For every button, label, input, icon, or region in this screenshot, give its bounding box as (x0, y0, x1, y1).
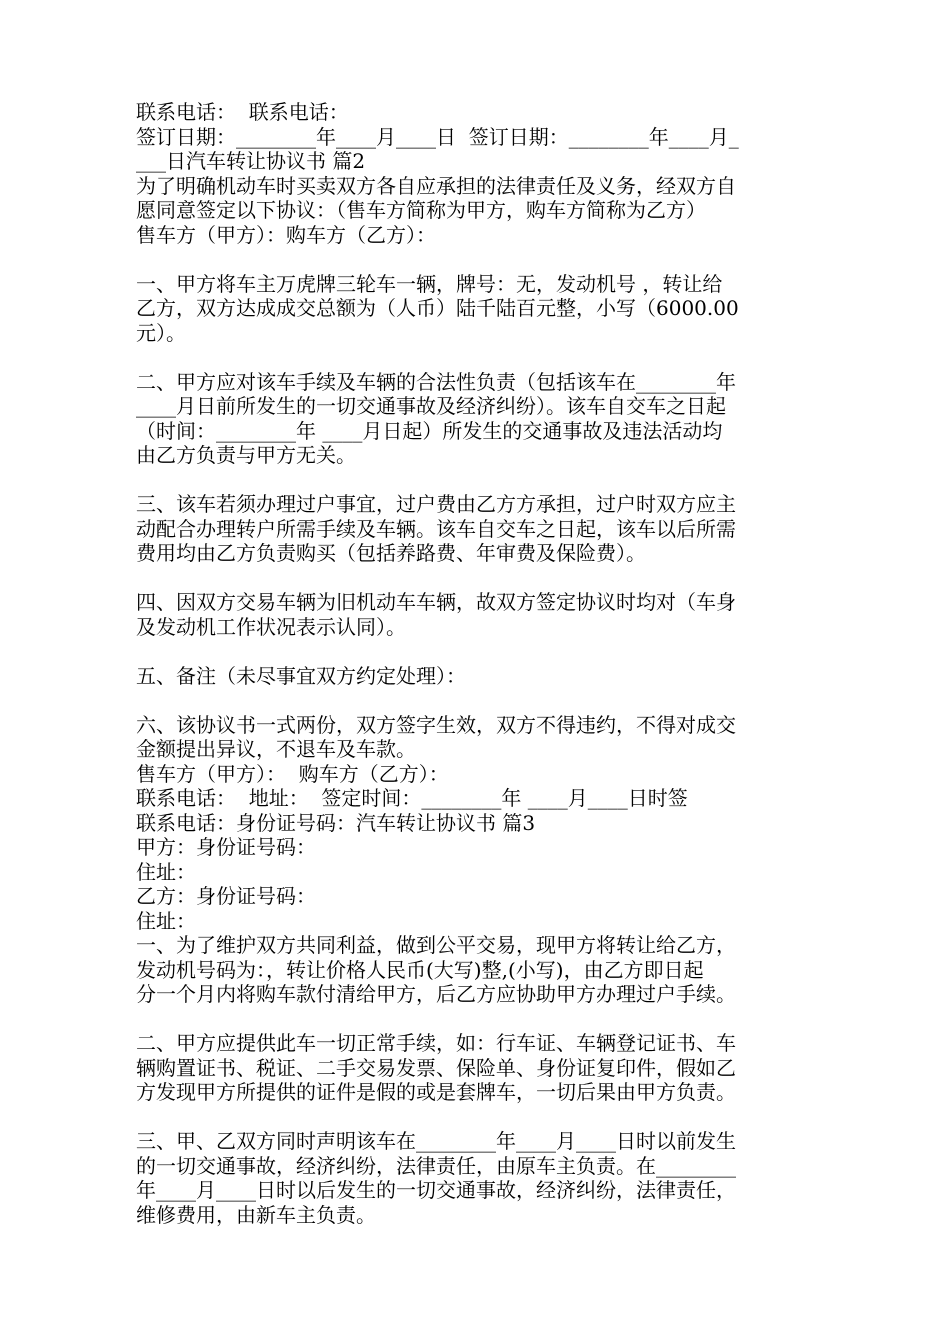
text-line: 及发动机工作状况表示认同）。 (136, 614, 406, 639)
text-line: 一、甲方将车主万虎牌三轮车一辆，牌号：无，发动机号 ，转让给 (136, 271, 723, 296)
text-line: 联系电话：身份证号码：汽车转让协议书 篇3 (136, 810, 536, 835)
text-line: 动配合办理转户所需手续及车辆。该车自交车之日起，该车以后所需 (136, 516, 736, 541)
text-line: 五、备注（未尽事宜双方约定处理）： (136, 663, 466, 688)
text-line: 的一切交通事故，经济纠纷，法律责任，由原车主负责。在________ (136, 1153, 736, 1178)
text-line: 二、甲方应对该车手续及车辆的合法性负责（包括该车在________年 (136, 369, 736, 394)
text-line: 四、因双方交易车辆为旧机动车车辆，故双方签定协议时均对（车身 (136, 590, 736, 614)
text-line: 联系电话： 联系电话： (136, 100, 349, 124)
paragraph-gap (136, 468, 816, 493)
text-line: 住址： (136, 908, 196, 933)
text-line: 方发现甲方所提供的证件是假的或是套牌车，一切后果由甲方负责。 (136, 1080, 736, 1104)
paragraph-gap (136, 345, 816, 370)
text-line: 分一个月内将购车款付清给甲方，后乙方应协助甲方办理过户手续。 (136, 982, 736, 1006)
text-line: 由乙方负责与甲方无关。 (136, 443, 356, 467)
text-line: 乙方：身份证号码： (136, 884, 316, 908)
text-line: 二、甲方应提供此车一切正常手续，如：行车证、车辆登记证书、车 (136, 1031, 736, 1055)
text-line: 住址： (136, 859, 196, 884)
text-line: 三、甲、乙双方同时声明该车在________年____月____日时以前发生 (136, 1129, 736, 1153)
paragraph-gap (136, 639, 816, 664)
text-line: 金额提出异议，不退车及车款。 (136, 737, 416, 761)
text-line: 一、为了维护双方共同利益，做到公平交易，现甲方将转让给乙方， (136, 933, 736, 957)
text-line: 六、该协议书一式两份，双方签字生效，双方不得违约，不得对成交 (136, 712, 736, 737)
text-line: 元）。 (136, 320, 186, 345)
paragraph-gap (136, 1007, 816, 1032)
text-line: 联系电话： 地址： 签定时间：________年 ____月____日时签 (136, 786, 688, 810)
text-line: 乙方，双方达成成交总额为（人币）陆千陆百元整，小写（6000.00 (136, 296, 739, 320)
paragraph-gap (136, 247, 816, 272)
text-line: 年____月____日时以后发生的一切交通事故，经济纠纷，法律责任， (136, 1178, 736, 1202)
text-line: 签订日期：________年____月____日 签订日期：________年____月_ (136, 124, 739, 149)
text-line: 愿同意签定以下协议：（售车方简称为甲方，购车方简称为乙方） (136, 198, 706, 222)
text-line: 维修费用，由新车主负责。 (136, 1202, 376, 1227)
text-line: 辆购置证书、税证、二手交易发票、保险单、身份证复印件，假如乙 (136, 1055, 736, 1080)
text-line: 发动机号码为：，转让价格人民币(大写)整,(小写)，由乙方即日起 (136, 957, 704, 982)
text-line: （时间：________年 ____月日起）所发生的交通事故及违法活动均 (136, 418, 723, 443)
text-line: ___日汽车转让协议书 篇2 (136, 149, 366, 173)
paragraph-gap (136, 566, 816, 591)
text-line: 费用均由乙方负责购买（包括养路费、年审费及保险费）。 (136, 541, 646, 565)
text-line: 为了明确机动车时买卖双方各自应承担的法律责任及义务，经双方自 (136, 173, 736, 198)
paragraph-gap (136, 1105, 816, 1130)
text-line: 售车方（甲方）： 购车方（乙方）： (136, 761, 449, 786)
document-page (136, 100, 816, 1227)
paragraph-gap (136, 688, 816, 713)
text-line: 甲方：身份证号码： (136, 835, 316, 859)
text-line: ____月日前所发生的一切交通事故及经济纠纷）。该车自交车之日起 (136, 394, 726, 418)
text-line: 三、该车若须办理过户事宜，过户费由乙方方承担，过户时双方应主 (136, 492, 736, 516)
text-line: 售车方（甲方）：购车方（乙方）： (136, 222, 436, 247)
